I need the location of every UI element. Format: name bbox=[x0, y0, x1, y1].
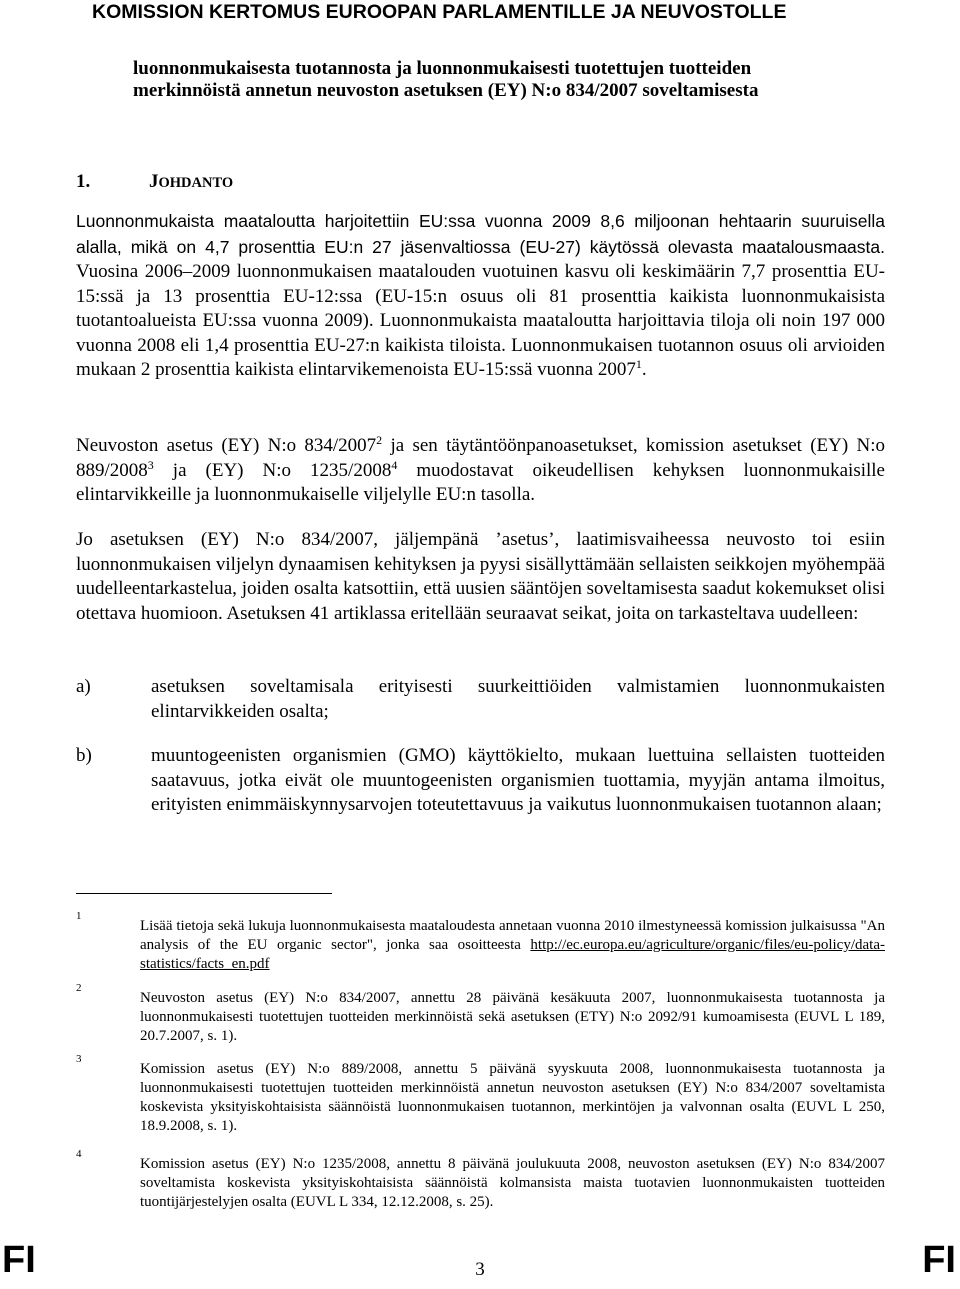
footer-language-left: FI bbox=[2, 1239, 36, 1281]
footnote-number: 2 bbox=[76, 982, 82, 994]
paragraph-legal-framework bbox=[76, 434, 885, 508]
footnote-1 bbox=[76, 910, 885, 974]
footnote-2 bbox=[76, 982, 885, 1046]
paragraph-intro bbox=[76, 209, 885, 383]
footnote-number: 3 bbox=[76, 1053, 82, 1065]
list-item-text: muuntogeenisten organismien (GMO) käyttökielto, mukaan luettuina sellaisten tuotteiden saatavuus, jotka eivät ole muuntogeenisten organismien tuottamia, myyjän antama ilmoitus, erityisten enimmäiskynnysarvojen toteutettavuus ja vaikutus luonnonmukaisen tuotannon alaan; bbox=[151, 745, 885, 815]
footnote-text: Komission asetus (EY) N:o 889/2008, annettu 5 päivänä syyskuuta 2008, luonnonmukaisesta tuotannosta ja luonnonmukaisesti tuotettujen tuotteiden merkinnöistä annetun neuvoston asetuksen (EY) N:o 834/2007 soveltamista koskevista yksityiskohtaisista säännöistä luonnonmukaisen tuotannon, merkintöjen ja valvonnan osalta (EUVL L 250, 18.9.2008, s. 1). bbox=[140, 1061, 885, 1134]
paragraph-legal-part-c: ja (EY) N:o 1235/2008 bbox=[153, 459, 392, 481]
list-marker: b) bbox=[76, 745, 92, 766]
footnote-ref-2[interactable]: 2 bbox=[376, 433, 383, 447]
footnote-ref-4[interactable]: 4 bbox=[391, 457, 398, 472]
paragraph-intro-part-a: Luonnonmukaista maataloutta harjoitettiin EU:ssa vuonna 2009 8,6 miljoonan hehtaarin suuruisella alalla, mikä on 4,7 prosenttia EU:n 27 jäsenvaltiossa (EU-27) käytössä olevasta maatalousmaasta. bbox=[76, 211, 885, 257]
footnote-1-link[interactable]: http://ec.europa.eu/agriculture/organic/files/eu-policy/data-statistics/facts_en.pdf bbox=[140, 937, 885, 972]
footer-language-right: FI bbox=[922, 1239, 956, 1281]
section-heading-rest: OHDANTO bbox=[158, 175, 234, 191]
footnote-1-text: Lisää tietoja sekä lukuja luonnonmukaisesta maataloudesta annetaan vuonna 2010 ilmestyneessä komission julkaisussa "An analysis of the EU organic sector", jonka saa osoitteesta bbox=[140, 918, 885, 953]
list-item bbox=[76, 675, 885, 724]
paragraph-intro-part-b: Vuosina 2006–2009 luonnonmukaisen maatalouden vuotuinen kasvu oli keskimäärin 7,7 prosenttia EU-15:ssä ja 13 prosenttia EU-12:ssa (EU-15:n osuus oli 81 prosenttia kaikista luonnonmukaisista tuotantoalueista EU:ssa vuonna 2009). Luonnonmukaista maataloutta harjoittavia tiloja oli noin 197 000 vuonna 2008 eli 1,4 prosenttia EU-27:n kaikista tiloista. Luonnonmukaisen tuotannon osuus oli arvioiden mukaan 2 prosenttia kaikista elintarvikemenoista EU-15:ssä vuonna 2007 bbox=[76, 261, 885, 380]
page-number: 3 bbox=[475, 1259, 485, 1280]
footnote-text: Komission asetus (EY) N:o 1235/2008, annettu 8 päivänä joulukuuta 2008, neuvoston asetuksen (EY) N:o 834/2007 soveltamista koskevista yksityiskohtaisista säännöistä kolmansista maista tuotavien luonnonmukaisten tuotteiden tuontijärjestelyjen osalta (EUVL L 334, 12.12.2008, s. 25). bbox=[140, 1156, 885, 1210]
list-item bbox=[76, 744, 885, 818]
section-heading bbox=[76, 171, 233, 194]
footnote-separator bbox=[76, 893, 332, 894]
paragraph-legal-part-d: muodostavat oikeudellisen kehyksen luonnonmukaisille elintarvikkeille ja luonnonmukaiselle viljelylle EU:n tasolla. bbox=[76, 459, 885, 505]
paragraph-legal-part-a: Neuvoston asetus (EY) N:o 834/2007 bbox=[76, 435, 377, 456]
footnote-text bbox=[140, 917, 885, 974]
footnote-number: 4 bbox=[76, 1148, 82, 1160]
footnote-text: Neuvoston asetus (EY) N:o 834/2007, annettu 28 päivänä kesäkuuta 2007, luonnonmukaisesta tuotannosta ja luonnonmukaisesti tuotettujen tuotteiden merkinnöistä sekä asetuksen (ETY) N:o 2092/91 kumoamisesta (EUVL L 189, 20.7.2007, s. 1). bbox=[140, 990, 885, 1044]
paragraph-review: Jo asetuksen (EY) N:o 834/2007, jäljempänä ’asetus’, laatimisvaiheessa neuvosto toi esiin luonnonmukaisen viljelyn dynaamisen kehityksen ja pyysi sisällyttämään sellaisten seikkojen myöhempää uudelleentarkastelua, joiden osalta katsottiin, että uusien sääntöjen soveltamisesta saadut kokemukset olisi otettava huomioon. Asetuksen 41 artiklassa eritellään seuraavat seikat, joita on tarkasteltava uudelleen: bbox=[76, 529, 885, 624]
list-item-text: asetuksen soveltamisala erityisesti suurkeittiöiden valmistamien luonnonmukaisten elintarvikkeiden osalta; bbox=[151, 676, 885, 722]
footnote-ref-3[interactable]: 3 bbox=[147, 457, 154, 472]
section-heading-initial: J bbox=[149, 171, 159, 192]
paragraph-legal-part-b: ja sen täytäntöönpanoasetukset, komission asetukset (EY) N:o 889/2008 bbox=[76, 435, 885, 481]
footnote-ref-1[interactable]: 1 bbox=[635, 357, 642, 371]
section-number: 1. bbox=[76, 171, 91, 192]
document-subtitle: luonnonmukaisesta tuotannosta ja luonnonmukaisesti tuotettujen tuotteiden merkinnöistä annetun neuvoston asetuksen (EY) N:o 834/2007 soveltamisesta bbox=[133, 58, 759, 101]
paragraph-intro-end: . bbox=[641, 359, 647, 380]
footnote-4 bbox=[76, 1148, 885, 1212]
footnote-number: 1 bbox=[76, 910, 82, 922]
list-marker: a) bbox=[76, 676, 91, 697]
footnote-3 bbox=[76, 1053, 885, 1136]
document-title: KOMISSION KERTOMUS EUROOPAN PARLAMENTILLE JA NEUVOSTOLLE bbox=[92, 1, 787, 23]
